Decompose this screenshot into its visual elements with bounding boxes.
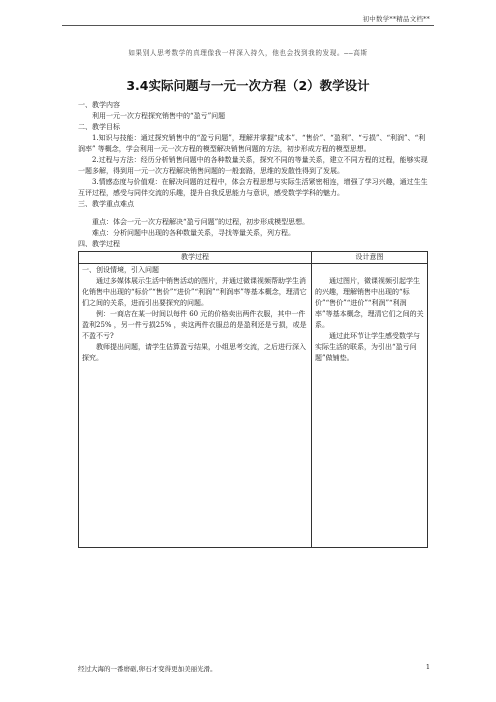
intent-paragraph-2: 通过此环节让学生感受数学与实际生活的联系，为引出“盈亏问题”做铺垫。 <box>315 332 420 362</box>
footer-text: 经过大海的一番磨砺,卵石才变得更加美丽光滑。 <box>78 665 217 673</box>
section-heading-process: 四、教学过程 <box>78 240 120 248</box>
goal-process: 2.过程与方法：经历分析销售问题中的各种数量关系，探究不同的等量关系，建立不同方程的过程，能够实现一题多解，得到用一元一次方程解决销售问题的一般套路，思维的发散性得到了发展。 <box>78 156 428 175</box>
page-number: 1 <box>425 663 430 671</box>
teaching-process-table <box>78 251 428 548</box>
goal-knowledge: 1.知识与技能：通过探究销售中的“盈亏问题”，理解并掌握“成本”、“售价”、“盈利”、“亏损”、“利润”、“利润率” 等概念，学会利用一元一次方程的模型解决销售问题的方法，初步形成方程的模型思想。 <box>78 134 426 153</box>
process-cell <box>79 264 312 548</box>
intent-paragraph-1: 通过图片，微课视频引起学生的兴趣，理解销售中出现的“标价”“售价”“进价”“利润”“利润率”等基本概念，理清它们之间的关系。 <box>315 277 424 329</box>
document-title: 3.4实际问题与一元一次方程（2）教学设计 <box>126 78 370 93</box>
content-text: 利用一元一次方程探究销售中的“盈亏”问题 <box>92 112 226 120</box>
process-heading: 一、创设情境，引入问题 <box>82 266 159 274</box>
intent-cell <box>312 264 428 548</box>
table-row <box>79 264 428 548</box>
process-paragraph-example: 例：一商店在某一时间以每件 60 元的价格卖出两件衣服，其中一件盈利25% ，另一件亏损25% ，卖这两件衣服总的是盈利还是亏损，或是不盈不亏? <box>82 310 307 340</box>
process-paragraph-discussion: 教师提出问题，请学生估算盈亏结果，小组思考交流，之后进行深入探究。 <box>82 343 306 362</box>
document-body <box>78 100 428 548</box>
epigraph-quote: 如果别人思考数学的真理像我一样深入持久，他也会找到我的发现。——高斯 <box>128 49 368 57</box>
section-heading-goals: 二、教学目标 <box>78 123 120 131</box>
header-rule <box>62 25 434 26</box>
goal-attitude: 3.情感态度与价值观：在解决问题的过程中，体会方程思想与实际生活紧密相连，增强了学习兴趣，通过生生互评过程，感受与同伴交流的乐趣，提升自我反思能力与意识，感受数学学科的魅力。 <box>78 178 428 197</box>
section-heading-keypoints: 三、教学重点难点 <box>78 200 134 208</box>
header-text: 初中数学**精品文档** <box>362 15 430 23</box>
key-point-text: 重点：体会一元一次方程解决“盈亏问题”的过程，初步形成模型思想。 <box>92 218 310 226</box>
table-header-intent: 设计意图 <box>312 252 428 264</box>
table-header-process: 教学过程 <box>79 252 312 264</box>
process-paragraph-intro: 通过多媒体展示生活中销售活动的图片，并通过微课视频帮助学生消化销售中出现的“标价”“售价”“进价”“利润”“利润率”等基本概念，理清它们之间的关系，进而引出要探究的问题。 <box>82 277 307 307</box>
difficulty-text: 难点：分析问题中出现的各种数量关系，寻找等量关系，列方程。 <box>92 229 295 237</box>
section-heading-content: 一、教学内容 <box>78 101 120 109</box>
